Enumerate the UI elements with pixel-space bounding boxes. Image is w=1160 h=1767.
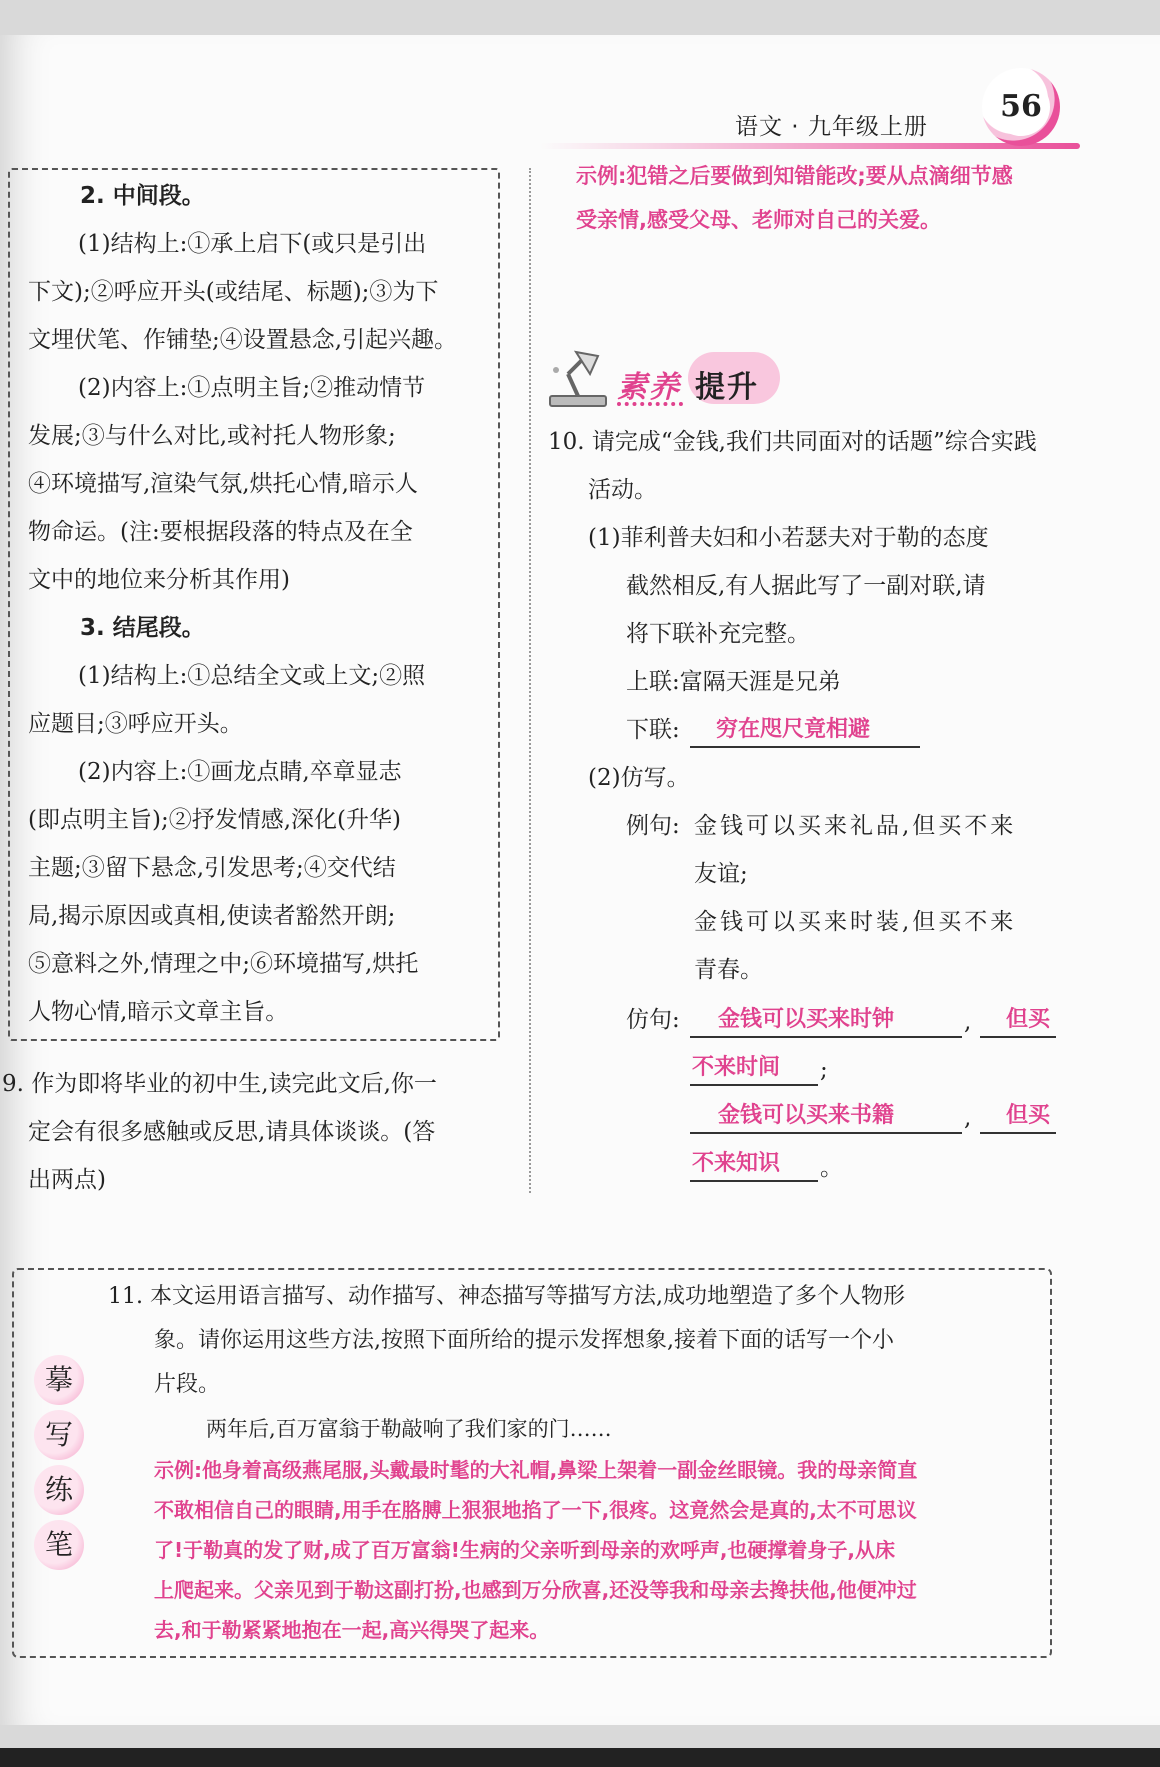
imitate-answer-2a: 金钱可以买来书籍 (718, 1103, 895, 1128)
couplet-lower-label: 下联: (626, 717, 680, 743)
question-11-answer: 示例:他身着高级燕尾服,头戴最时髦的大礼帽,鼻梁上架着一副金丝眼镜。我的母亲简直 (154, 1458, 918, 1482)
tip-line: 局,揭示原因或真相,使读者豁然开朗; (28, 903, 396, 929)
imitate-answer-2b: 但买 (1006, 1103, 1051, 1128)
tip-line: (1)结构上:①总结全文或上文;②照 (78, 663, 426, 689)
section-heading-ending: 3. 结尾段。 (80, 615, 205, 641)
example-line: 友谊; (694, 861, 748, 887)
tip-line: 物命运。(注:要根据段落的特点及在全 (28, 519, 413, 545)
comma: , (964, 1105, 972, 1131)
imitate-answer-2c: 不来知识 (692, 1151, 781, 1176)
question-10-stem: 活动。 (588, 477, 657, 503)
question-11-stem: 片段。 (154, 1372, 221, 1397)
tip-line: (即点明主旨);②抒发情感,深化(升华) (28, 807, 401, 833)
question-10-stem: 10. 请完成“金钱,我们共同面对的话题”综合实践 (548, 429, 1037, 455)
question-9-line: 定会有很多感触或反思,请具体谈谈。(答 (28, 1119, 436, 1145)
bottom-bar (0, 1748, 1160, 1767)
tip-line: 下文);②呼应开头(或结尾、标题);③为下 (28, 279, 439, 305)
column-divider (529, 168, 531, 1193)
side-char: 练 (34, 1465, 84, 1515)
tip-line: (2)内容上:①画龙点睛,卒章显志 (78, 759, 402, 785)
example-label: 例句: (626, 813, 680, 839)
tip-line: (2)内容上:①点明主旨;②推动情节 (78, 375, 426, 401)
question-10-sub1: 截然相反,有人据此写了一副对联,请 (626, 573, 986, 599)
couplet-lower-answer: 穷在咫尺竟相避 (716, 717, 871, 742)
imitate-answer-1b: 但买 (1006, 1007, 1051, 1032)
imitate-answer-1c: 不来时间 (692, 1055, 781, 1080)
question-9-line: 9. 作为即将毕业的初中生,读完此文后,你一 (2, 1071, 437, 1097)
section-heading-middle: 2. 中间段。 (80, 183, 205, 209)
question-9-answer: 受亲情,感受父母、老师对自己的关爱。 (576, 208, 941, 232)
tip-line: 文埋伏笔、作铺垫;④设置悬念,引起兴趣。 (28, 327, 458, 353)
tip-line: 人物心情,暗示文章主旨。 (28, 999, 289, 1025)
question-11-answer: 上爬起来。父亲见到于勒这副打扮,也感到万分欣喜,还没等我和母亲去搀扶他,他便冲过 (154, 1578, 917, 1602)
example-line: 青春。 (694, 957, 763, 983)
question-9-answer: 示例:犯错之后要做到知错能改;要从点滴细节感 (576, 164, 1013, 188)
tip-line: ⑤意料之外,情理之中;⑥环境描写,烘托 (28, 951, 419, 977)
example-line: 金钱可以买来时装,但买不来 (694, 909, 1017, 935)
tip-line: (1)结构上:①承上启下(或只是引出 (78, 231, 427, 257)
page-number: 56 (992, 78, 1050, 136)
tip-line: 应题目;③呼应开头。 (28, 711, 243, 737)
header-rule (540, 143, 1080, 149)
question-9-line: 出两点) (28, 1167, 106, 1193)
question-11-stem: 象。请你运用这些方法,按照下面所给的提示发挥想象,接着下面的话写一个小 (154, 1328, 894, 1353)
side-char: 写 (34, 1410, 84, 1460)
question-10-sub2: (2)仿写。 (588, 765, 690, 791)
imitate-label: 仿句: (626, 1007, 680, 1033)
section-title-literacy: 素养 提升 (617, 370, 759, 405)
tip-line: ④环境描写,渲染气氛,烘托心情,暗示人 (28, 471, 418, 497)
question-10-sub1: 将下联补充完整。 (626, 621, 810, 647)
side-char: 摹 (34, 1355, 84, 1405)
side-char: 笔 (34, 1520, 84, 1570)
question-11-stem: 11. 本文运用语言描写、动作描写、神态描写等描写方法,成功地塑造了多个人物形 (108, 1284, 905, 1309)
tip-line: 主题;③留下悬念,引发思考;④交代结 (28, 855, 396, 881)
question-11-answer: 了!于勒真的发了财,成了百万富翁!生病的父亲听到母亲的欢呼声,也硬撑着身子,从床 (154, 1538, 896, 1562)
semicolon: ; (820, 1057, 828, 1083)
comma: , (964, 1009, 972, 1035)
example-line: 金钱可以买来礼品,但买不来 (694, 813, 1017, 839)
tip-line: 发展;③与什么对比,或衬托人物形象; (28, 423, 396, 449)
tip-line: 文中的地位来分析其作用) (28, 567, 290, 593)
question-11-prompt: 两年后,百万富翁于勒敲响了我们家的门…… (206, 1417, 612, 1441)
question-11-answer: 不敢相信自己的眼睛,用手在胳膊上狠狠地掐了一下,很疼。这竟然会是真的,太不可思议 (154, 1498, 917, 1522)
question-11-answer: 去,和于勒紧紧地抱在一起,高兴得哭了起来。 (154, 1618, 550, 1642)
lamp-icon (546, 346, 610, 410)
couplet-upper: 上联:富隔天涯是兄弟 (626, 669, 841, 695)
book-title: 语文 · 九年级上册 (735, 114, 928, 140)
imitate-answer-1a: 金钱可以买来时钟 (718, 1007, 895, 1032)
period: 。 (820, 1155, 843, 1181)
badge-dots (617, 402, 683, 406)
question-10-sub1: (1)菲利普夫妇和小若瑟夫对于勒的态度 (588, 525, 989, 551)
